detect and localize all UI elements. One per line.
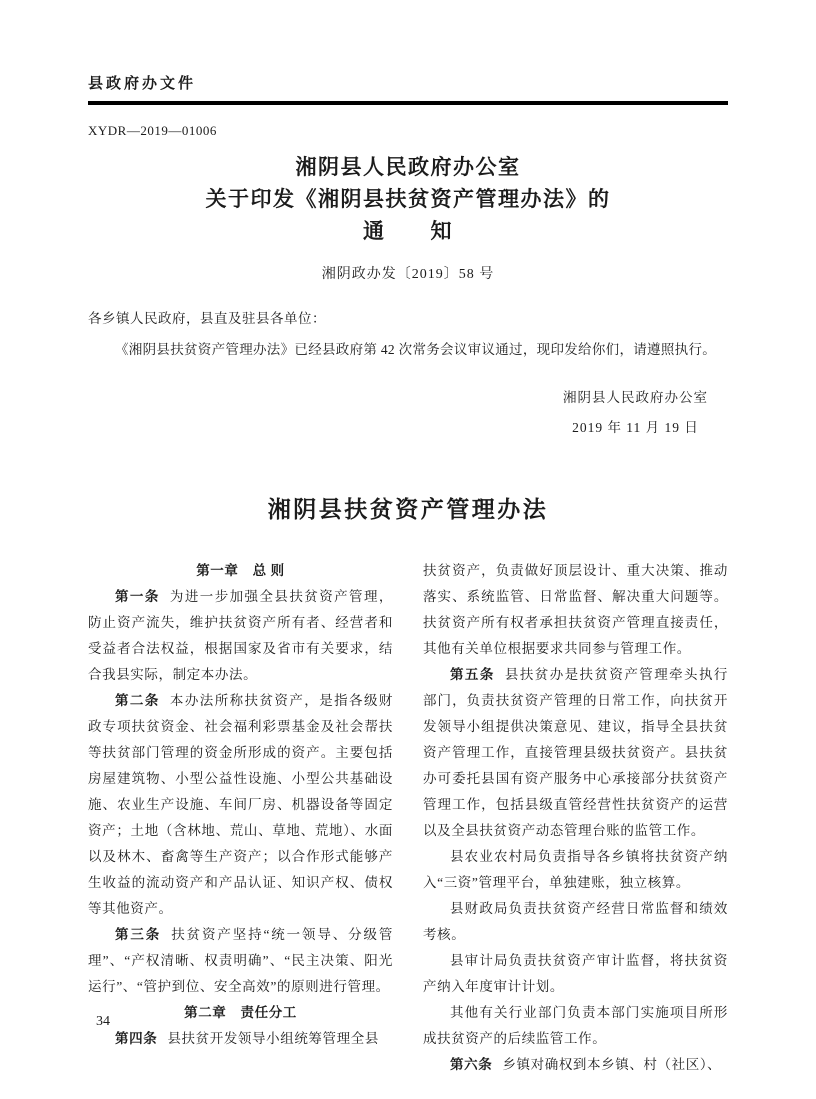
- signature-org: 湘阴县人民政府办公室: [563, 390, 708, 405]
- regulation-title: 湘阴县扶贫资产管理办法: [267, 497, 549, 522]
- article-paragraph: [88, 688, 393, 922]
- notice-title: [88, 151, 728, 247]
- article-text: 县扶贫开发领导小组统筹管理全县: [167, 1031, 379, 1046]
- header-rule: [88, 101, 728, 105]
- notice-body-paragraph: 《湘阴县扶贫资产管理办法》已经县政府第 42 次常务会议审议通过，现印发给你们，请遵照执行。: [115, 342, 717, 357]
- article-paragraph: [88, 584, 393, 688]
- article-paragraph: [88, 1026, 393, 1052]
- paragraph: 其他有关行业部门负责本部门实施项目所形成扶贫资产的后续监管工作。: [423, 1005, 728, 1046]
- article-text: 本办法所称扶贫资产，是指各级财政专项扶贫资金、社会福利彩票基金及社会帮扶等扶贫部门管理的资金所形成的资产。主要包括房屋建筑物、小型公益性设施、小型公共基础设施、农业生产设施、车间厂房、机器设备等固定资产；土地（含林地、荒山、草地、荒地）、水面以及林木、畜禽等生产资产；以合作形式能够产生收益的流动资产和产品认证、知识产权、债权等其他资产。: [88, 693, 394, 916]
- chapter-heading: 第一章 总 则: [196, 563, 285, 578]
- continuation-paragraph: 扶贫资产，负责做好顶层设计、重大决策、推动落实、系统监管、日常监督、解决重大问题等。扶贫资产所有权者承担扶贫资产管理直接责任，其他有关单位根据要求共同参与管理工作。: [423, 563, 728, 656]
- article-text: 县扶贫办是扶贫资产管理牵头执行部门，负责扶贫资产管理的日常工作，向扶贫开发领导小组提供决策意见、建议，指导全县扶贫资产管理工作，直接管理县级扶贫资产。县扶贫办可委托县国有资产服务中心承接部分扶贫资产管理工作，包括县级直管经营性扶贫资产的运营以及全县扶贫资产动态管理台账的监管工作。: [423, 667, 729, 838]
- notice-title-line3: 通 知: [363, 219, 453, 243]
- notice-title-line2: 关于印发《湘阴县扶贫资产管理办法》的: [205, 187, 611, 211]
- article-number: 第三条: [115, 927, 162, 942]
- chapter-heading: 第二章 责任分工: [184, 1005, 297, 1020]
- left-column: [88, 558, 393, 1078]
- salutation: 各乡镇人民政府，县直及驻县各单位：: [88, 311, 326, 326]
- signature-block: [88, 383, 728, 443]
- article-text: 乡镇对确权到本乡镇、村（社区）、: [502, 1057, 722, 1072]
- regulation-body: [88, 558, 728, 1078]
- article-number: 第六条: [450, 1057, 493, 1072]
- article-paragraph: [423, 662, 728, 844]
- signature-date: 2019 年 11 月 19 日: [572, 420, 699, 435]
- notice-title-line1: 湘阴县人民政府办公室: [295, 155, 521, 179]
- article-number: 第五条: [450, 667, 495, 682]
- paragraph: 县农业农村局负责指导各乡镇将扶贫资产纳入“三资”管理平台，单独建账，独立核算。: [423, 849, 728, 890]
- right-column: [423, 558, 728, 1078]
- article-number: 第二条: [115, 693, 160, 708]
- page-number: 34: [96, 1014, 110, 1029]
- doc-number: XYDR—2019—01006: [88, 123, 217, 138]
- article-text: 扶贫资产坚持“统一领导、分级管理”、“产权清晰、权责明确”、“民主决策、阳光运行”、“管护到位、安全高效”的原则进行管理。: [88, 927, 393, 994]
- signature-inner: [563, 383, 708, 443]
- notice-section: [88, 151, 728, 443]
- article-text: 为进一步加强全县扶贫资产管理，防止资产流失，维护扶贫资产所有者、经营者和受益者合法权益，根据国家及省市有关要求，结合我县实际，制定本办法。: [88, 589, 394, 682]
- doc-ref-number: 湘阴政办发〔2019〕58 号: [321, 267, 495, 282]
- article-paragraph: [423, 1052, 728, 1078]
- article-number: 第一条: [115, 589, 160, 604]
- article-paragraph: [88, 922, 393, 1000]
- header-label: 县政府办文件: [88, 76, 197, 92]
- article-number: 第四条: [115, 1031, 158, 1046]
- document-header: [88, 72, 728, 139]
- paragraph: 县财政局负责扶贫资产经营日常监督和绩效考核。: [423, 901, 728, 942]
- paragraph: 县审计局负责扶贫资产审计监督，将扶贫资产纳入年度审计计划。: [423, 953, 728, 994]
